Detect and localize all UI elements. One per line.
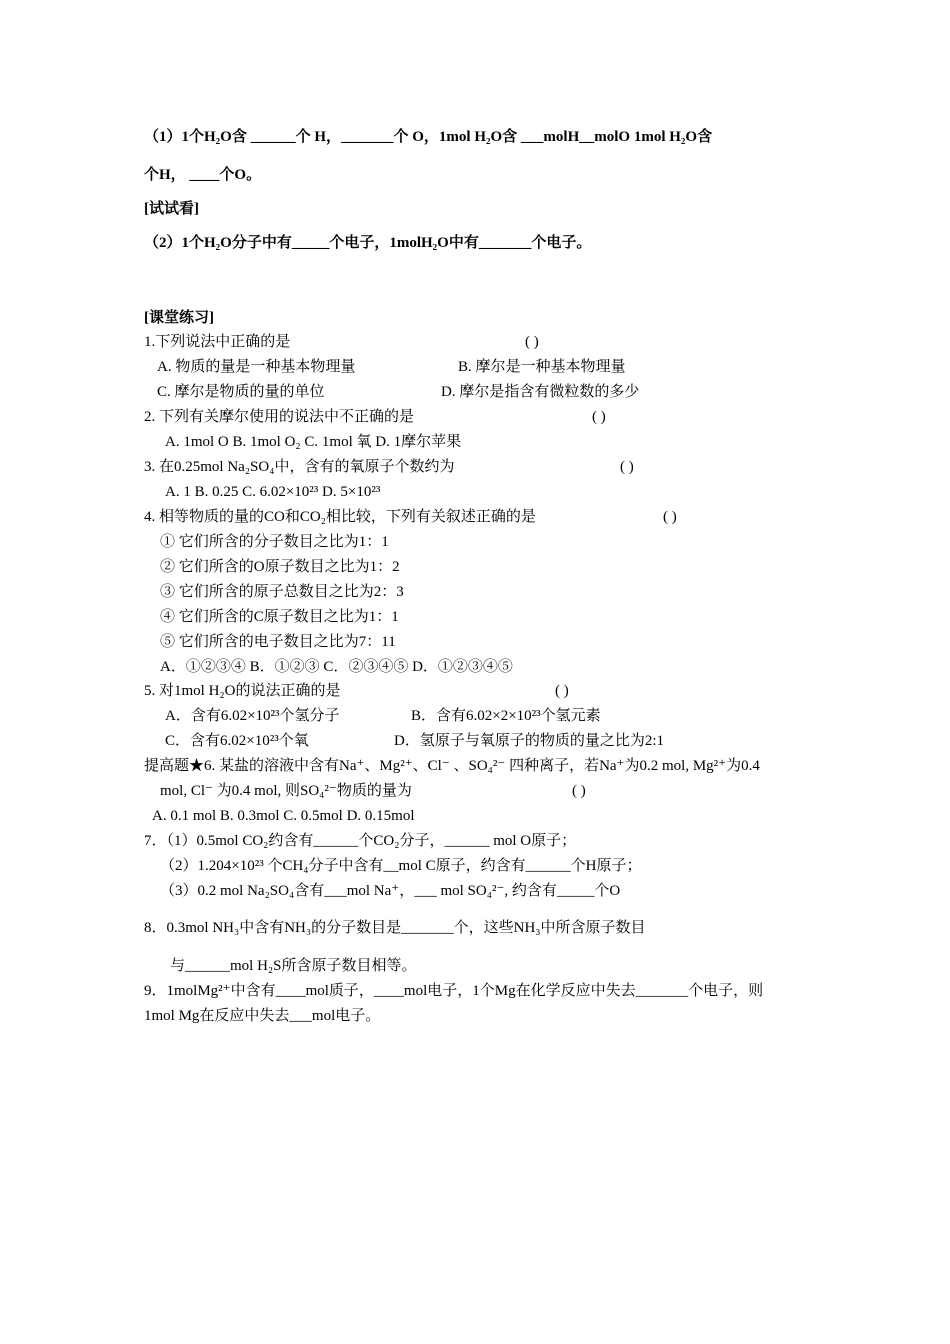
q4-paren: ( ) (663, 509, 677, 525)
q7-part1: 7．（1）0.5mol CO₂约含有______个CO₂分子，______ mol O原子； (144, 833, 577, 849)
q3-stem: 3. 在0.25mol Na₂SO₄中，含有的氧原子个数约为 (144, 459, 455, 475)
q2-paren: ( ) (592, 409, 606, 425)
intro-q1-line2: 个H， ____个O。 (144, 167, 262, 183)
q4-statement-5: ⑤ 它们所含的电子数目之比为7：11 (160, 634, 396, 650)
q1-option-a: A. 物质的量是一种基本物理量 (157, 359, 356, 375)
q3-options: A. 1 B. 0.25 C. 6.02×10²³ D. 5×10²³ (165, 484, 381, 500)
q4-stem: 4. 相等物质的量的CO和CO₂相比较，下列有关叙述正确的是 (144, 509, 536, 525)
q7-part3: （3）0.2 mol Na₂SO₄含有___mol Na⁺，___ mol SO₄²⁻, 约含有_____个O (160, 883, 621, 899)
q5-paren: ( ) (555, 683, 569, 699)
q1-stem: 1.下列说法中正确的是 (144, 334, 291, 350)
q4-statement-4: ④ 它们所含的C原子数目之比为1：1 (160, 609, 399, 625)
q2-options: A. 1mol O B. 1mol O₂ C. 1mol 氧 D. 1摩尔苹果 (165, 434, 462, 450)
intro-q2: （2）1个H₂O分子中有_____个电子，1molH₂O中有_______个电子。 (144, 235, 592, 251)
q1-option-d: D. 摩尔是指含有微粒数的多少 (441, 384, 640, 400)
q5-option-d: D．氢原子与氧原子的物质的量之比为2:1 (394, 733, 665, 749)
q4-statement-1: ① 它们所含的分子数目之比为1：1 (160, 534, 389, 550)
intro-q1-line1: （1）1个H₂O含 ______个 H，_______个 O，1mol H₂O含 ___molH__molO 1mol H₂O含 (144, 129, 713, 145)
q1-option-c: C. 摩尔是物质的量的单位 (157, 384, 325, 400)
q4-statement-2: ② 它们所含的O原子数目之比为1：2 (160, 559, 400, 575)
q8-line2: 与______mol H₂S所含原子数目相等。 (170, 958, 417, 974)
q5-stem: 5. 对1mol H₂O的说法正确的是 (144, 683, 341, 699)
try-heading: [试试看] (144, 201, 199, 217)
q1-paren: ( ) (525, 334, 539, 350)
q9-line2: 1mol Mg在反应中失去___mol电子。 (144, 1008, 381, 1024)
q5-option-b: B．含有6.02×2×10²³个氢元素 (411, 708, 601, 724)
q6-options: A. 0.1 mol B. 0.3mol C. 0.5mol D. 0.15mol (152, 808, 415, 824)
q6-line1: 提高题★6. 某盐的溶液中含有Na⁺、Mg²⁺、Cl⁻ 、SO₄²⁻ 四种离子，若Na⁺为0.2 mol, Mg²⁺为0.4 (144, 758, 760, 774)
q1-option-b: B. 摩尔是一种基本物理量 (458, 359, 626, 375)
q8-line1: 8．0.3mol NH₃中含有NH₃的分子数目是_______个，这些NH₃中所含原子数目 (144, 920, 646, 936)
q5-option-c: C．含有6.02×10²³个氧 (165, 733, 309, 749)
section-heading: [课堂练习] (144, 310, 214, 326)
q9-line1: 9．1molMg²⁺中含有____mol质子，____mol电子，1个Mg在化学反应中失去_______个电子，则 (144, 983, 764, 999)
q5-option-a: A．含有6.02×10²³个氢分子 (165, 708, 340, 724)
q3-paren: ( ) (620, 459, 634, 475)
q2-stem: 2. 下列有关摩尔使用的说法中不正确的是 (144, 409, 415, 425)
q6-paren: ( ) (572, 783, 586, 799)
q4-options: A．①②③④ B．①②③ C．②③④⑤ D．①②③④⑤ (160, 659, 513, 675)
q7-part2: （2）1.204×10²³ 个CH₄分子中含有__mol C原子，约含有______个H原子； (160, 858, 642, 874)
q4-statement-3: ③ 它们所含的原子总数目之比为2：3 (160, 584, 404, 600)
q6-line2: mol, Cl⁻ 为0.4 mol, 则SO₄²⁻物质的量为 (160, 783, 412, 799)
